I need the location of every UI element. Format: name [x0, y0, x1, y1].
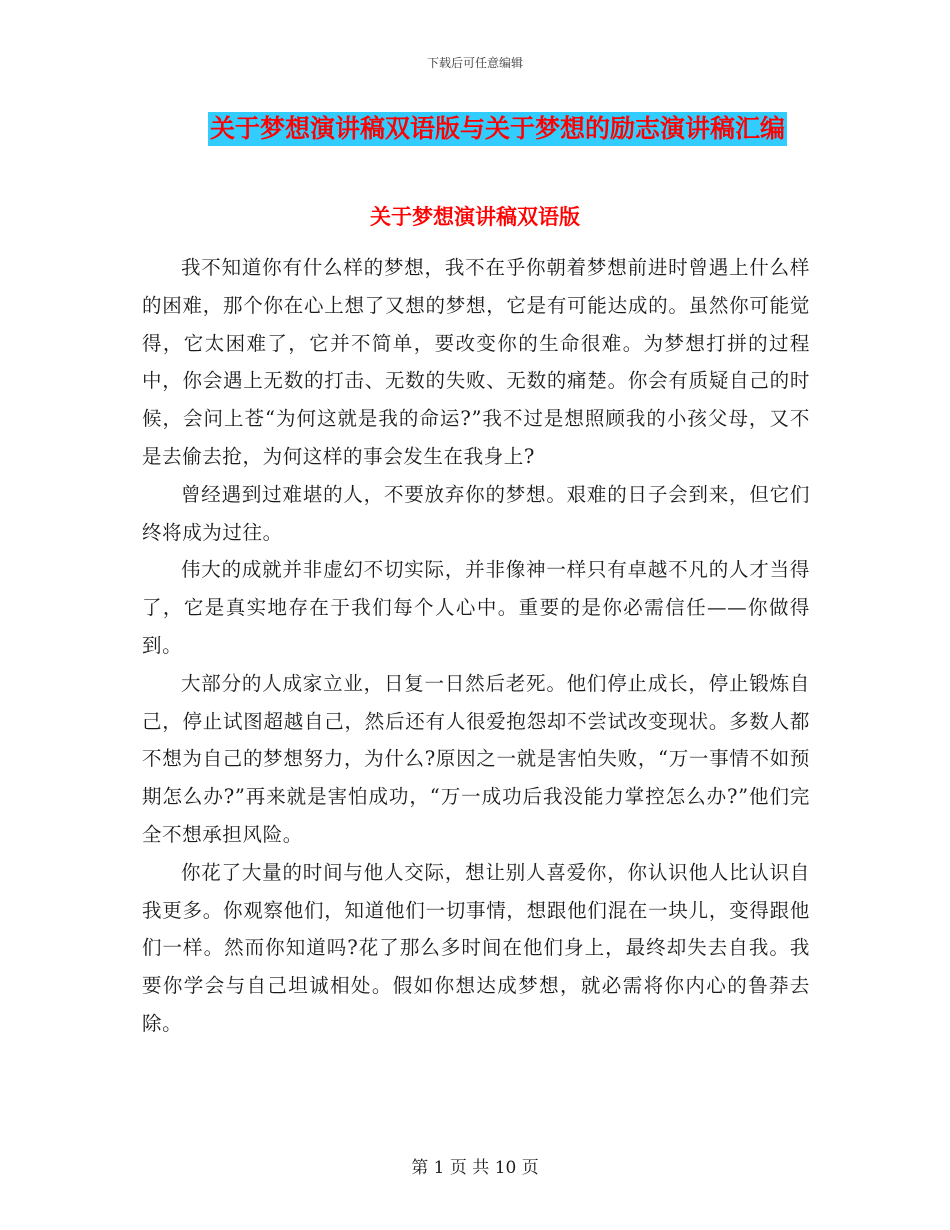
body-paragraph: 大部分的人成家立业，日复一日然后老死。他们停止成长，停止锻炼自己，停止试图超越自己，然后还有人很爱抱怨却不尝试改变现状。多数人都不想为自己的梦想努力，为什么?原因之一就是害怕失败，“万一事情不如预期怎么办?”再来就是害怕成功，“万一成功后我没能力掌控怎么办?”他们完全不想承担风险。	[142, 671, 810, 846]
body-paragraph: 曾经遇到过难堪的人，不要放弃你的梦想。艰难的日子会到来，但它们终将成为过往。	[142, 482, 810, 544]
body-paragraph: 伟大的成就并非虚幻不切实际，并非像神一样只有卓越不凡的人才当得了，它是真实地存在于我们每个人心中。重要的是你必需信任——你做得到。	[142, 558, 810, 657]
body-paragraph: 你花了大量的时间与他人交际，想让别人喜爱你，你认识他人比认识自我更多。你观察他们，知道他们一切事情，想跟他们混在一块儿，变得跟他们一样。然而你知道吗?花了那么多时间在他们身上，最终却失去自我。我要你学会与自己坦诚相处。假如你想达成梦想，就必需将你内心的鲁莽去除。	[142, 860, 810, 1035]
document-body	[142, 249, 810, 1043]
body-paragraph: 我不知道你有什么样的梦想，我不在乎你朝着梦想前进时曾遇上什么样的困难，那个你在心上想了又想的梦想，它是有可能达成的。虽然你可能觉得，它太困难了，它并不简单，要改变你的生命很难。为梦想打拼的过程中，你会遇上无数的打击、无数的失败、无数的痛楚。你会有质疑自己的时候，会问上苍“为何这就是我的命运?”我不过是想照顾我的小孩父母，又不是去偷去抢，为何这样的事会发生在我身上?	[142, 256, 810, 468]
section-title: 关于梦想演讲稿双语版	[370, 205, 580, 229]
page-footer-number: 第 1 页 共 10 页	[411, 1158, 539, 1178]
document-main-title: 关于梦想演讲稿双语版与关于梦想的励志演讲稿汇编	[208, 112, 787, 146]
page-header-note: 下载后可任意编辑	[426, 56, 523, 70]
main-title-container	[0, 112, 950, 146]
